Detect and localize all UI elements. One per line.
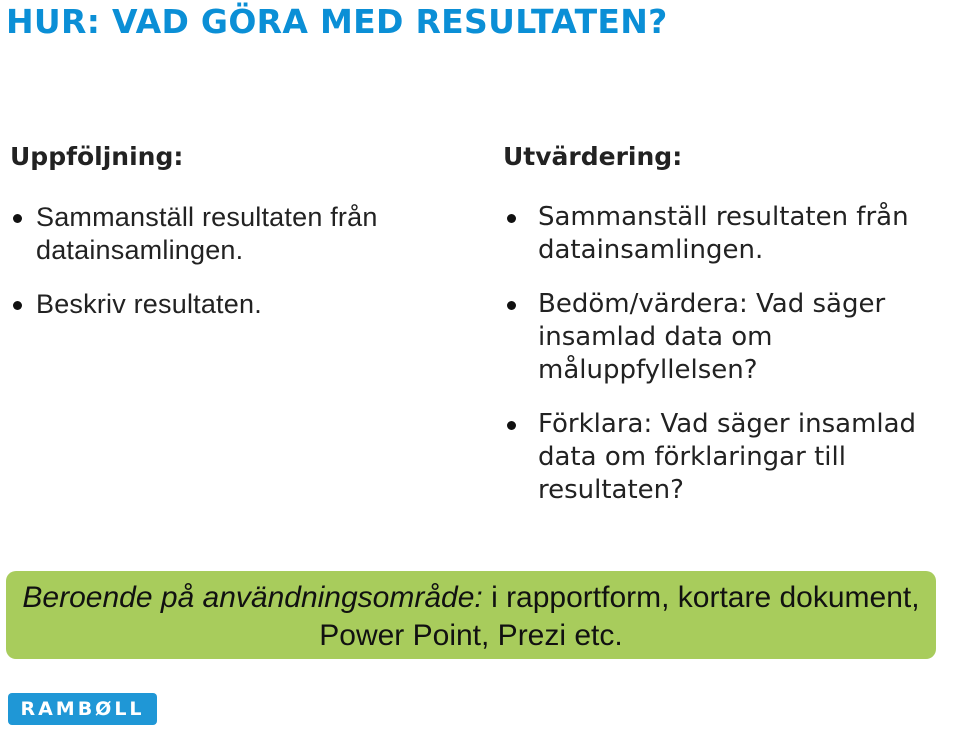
bullet-icon <box>507 421 516 430</box>
list-item <box>503 408 960 507</box>
followup-heading: Uppföljning: <box>10 142 184 171</box>
usage-callout <box>6 571 936 659</box>
bullet-text: Sammanställ resultaten från datainsamlingen. <box>538 202 909 265</box>
followup-list <box>10 201 490 321</box>
bullet-icon <box>13 214 22 223</box>
list-item <box>10 288 490 321</box>
callout-emphasis: Beroende på användningsområde: <box>22 581 483 614</box>
page-title: HUR: VAD GÖRA MED RESULTATEN? <box>6 2 668 41</box>
bullet-text: Bedöm/värdera: Vad säger insamlad data om måluppfyllelsen? <box>538 289 886 385</box>
list-item <box>10 201 490 267</box>
bullet-text: Beskriv resultaten. <box>36 289 262 319</box>
logo-text: RAMBØLL <box>20 698 145 720</box>
bullet-icon <box>507 214 516 223</box>
bullet-text: Förklara: Vad säger insamlad data om förklaringar till resultaten? <box>538 409 917 505</box>
list-item <box>503 201 960 267</box>
evaluation-heading: Utvärdering: <box>503 142 683 171</box>
evaluation-list <box>503 201 960 507</box>
ramboll-logo <box>8 693 157 725</box>
list-item <box>503 288 960 387</box>
bullet-text: Sammanställ resultaten från datainsamlingen. <box>36 202 378 265</box>
bullet-icon <box>507 301 516 310</box>
callout-text: i rapportform, kortare dokument, Power Point, Prezi etc. <box>319 581 920 652</box>
followup-column <box>10 142 490 342</box>
bullet-icon <box>13 301 22 310</box>
evaluation-column <box>503 142 960 528</box>
